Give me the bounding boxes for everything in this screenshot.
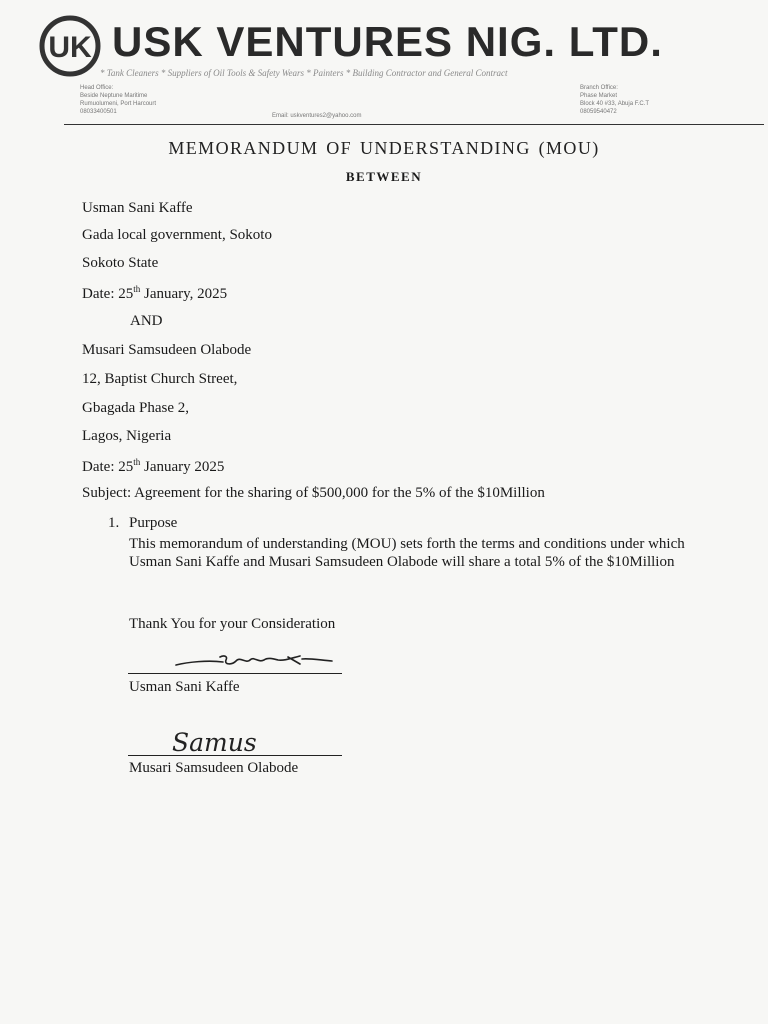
company-logo: [36, 14, 108, 78]
signature-musari-text: Samus: [172, 728, 257, 757]
letterhead-divider: [64, 124, 764, 125]
subject-line: Subject: Agreement for the sharing of $500,000 for the 5% of the $10Million: [82, 485, 545, 501]
signature-usman: [128, 646, 348, 676]
and-separator: AND: [130, 313, 163, 329]
party2-name: Musari Samsudeen Olabode: [82, 342, 252, 358]
signatory1-name: Usman Sani Kaffe: [129, 679, 240, 695]
company-tagline: * Tank Cleaners * Suppliers of Oil Tools & Safety Wears * Painters * Building Contractor and General Contract: [100, 68, 508, 78]
head-office-address: Head Office: Beside Neptune Maritime Rumuolumeni, Port Harcourt 08033400501: [80, 85, 157, 115]
signature-line-2: [128, 755, 342, 756]
company-email: Email: uskventures2@yahoo.com: [272, 113, 362, 119]
between-heading: BETWEEN: [345, 169, 423, 184]
closing-text: Thank You for your Consideration: [129, 616, 336, 632]
company-name: USK VENTURES NIG. LTD.: [112, 18, 663, 65]
party1-date: Date: 25th January, 2025: [82, 284, 228, 302]
document-title: MEMORANDUM OF UNDERSTANDING (MOU): [168, 138, 600, 158]
purpose-heading: Purpose: [129, 515, 178, 531]
signature-musari: [128, 724, 348, 758]
party2-address-line1: 12, Baptist Church Street,: [82, 371, 238, 387]
party2-date: Date: 25th January 2025: [82, 457, 225, 475]
signature-line-1: [128, 673, 342, 674]
party1-address-line2: Sokoto State: [82, 255, 159, 271]
signatory2-name: Musari Samsudeen Olabode: [129, 760, 299, 776]
purpose-number: 1.: [108, 515, 120, 531]
party2-address-line3: Lagos, Nigeria: [82, 428, 172, 444]
logo-text: UK: [48, 31, 92, 64]
branch-office-address: Branch Office: Phase Market Block 40 #33, Abuja F.C.T 08059540472: [580, 85, 650, 115]
party1-name: Usman Sani Kaffe: [82, 200, 193, 216]
party1-address-line1: Gada local government, Sokoto: [82, 227, 272, 243]
purpose-text: This memorandum of understanding (MOU) sets forth the terms and conditions under which Usman Sani Kaffe and Musari Samsudeen Olabode will share a total 5% of the $10Million: [129, 536, 685, 570]
party2-address-line2: Gbagada Phase 2,: [82, 400, 190, 416]
